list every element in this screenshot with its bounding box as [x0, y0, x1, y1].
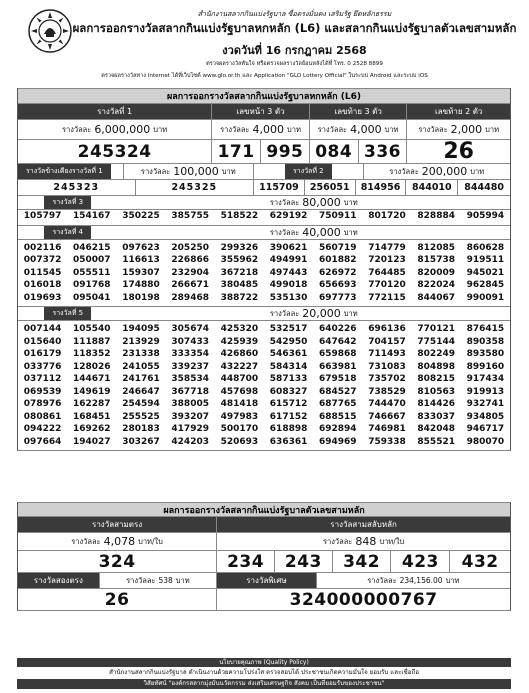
special-amount [317, 573, 510, 588]
amount-value: 4,078 [103, 535, 136, 548]
fifth-prize-number: 618898 [269, 424, 308, 434]
fifth-prize-number: 608327 [269, 386, 308, 397]
fifth-prize-number: 388005 [171, 399, 209, 409]
fourth-prize-number: 355962 [220, 255, 259, 266]
fifth-prize-number: 919913 [466, 386, 505, 397]
fourth-prize-number: 007372 [23, 255, 62, 266]
fourth-prize-number: 497443 [269, 267, 308, 278]
fifth-prize-number: 587133 [269, 374, 308, 384]
near-first-number: 245323 [18, 180, 136, 195]
fifth-prize-number: 481418 [220, 399, 259, 409]
fifth-prize-number: 802249 [417, 349, 455, 359]
fifth-prize-number: 417929 [171, 424, 209, 434]
swap3-amount [217, 533, 510, 550]
fifth-prize-header [18, 306, 510, 320]
amount-unit: บาท [485, 124, 500, 134]
near-second-numbers [18, 179, 510, 195]
fourth-prize-number: 091768 [73, 280, 111, 291]
special-number: 324000000767 [289, 589, 438, 610]
fifth-prize-number: 684527 [319, 386, 357, 397]
third-prize-number: 801720 [368, 211, 406, 221]
fourth-prize-number: 097623 [122, 242, 160, 253]
fifth-prize-number: 804898 [417, 361, 455, 372]
second-prize-number: 115709 [254, 180, 305, 195]
fifth-prize-number: 746667 [368, 411, 406, 422]
fifth-prize-number: 934805 [466, 411, 505, 422]
amount-unit: บาท [153, 124, 168, 134]
fourth-prize-number: 266671 [171, 280, 209, 291]
fifth-prize-number: 746981 [368, 424, 406, 434]
third-prize-number: 385755 [171, 211, 209, 221]
fifth-prize-number: 842048 [417, 424, 455, 434]
vision-statement: วิสัยทัศน์ "องค์กรสลากมุ่งมั่นนวัตกรรม ส่งเสริมเศรษฐกิจ สังคม เป็นที่ยอมรับของประชาชน" [17, 679, 511, 689]
fifth-prize-number: 814426 [417, 399, 455, 409]
third-prize-header [18, 195, 510, 209]
third-prize-number: 828884 [417, 211, 455, 221]
amount-prefix: รางวัลละ [269, 308, 300, 318]
fifth-prize-number: 169262 [73, 424, 111, 434]
amount-prefix: รางวัลละ [140, 166, 171, 176]
amount-prefix: รางวัลละ [61, 124, 92, 134]
fifth-prize-number: 426860 [220, 349, 259, 359]
fifth-prize-number: 808215 [417, 374, 455, 384]
fifth-prize-number: 876415 [466, 324, 505, 334]
fifth-prize-number: 659868 [319, 349, 357, 359]
fifth-prize-number: 731083 [368, 361, 406, 372]
fifth-prize-number: 194095 [122, 324, 160, 334]
fifth-prize-number: 584314 [269, 361, 308, 372]
third-tag-cell [18, 196, 118, 209]
fifth-prize-number: 425320 [220, 324, 259, 334]
fifth-prize-number: 617152 [269, 411, 308, 422]
fourth-prize-number: 019693 [23, 292, 62, 303]
fourth-prize-number: 601882 [319, 255, 357, 266]
front3-label: เลขหน้า 3 ตัว [212, 104, 310, 119]
fifth-prize-number: 105540 [73, 324, 111, 334]
fifth-prize-number: 500170 [220, 424, 259, 434]
third-prize-number: 629192 [269, 211, 308, 221]
fifth-prize-number: 280183 [122, 424, 160, 434]
amount-value: 200,000 [421, 165, 468, 178]
fourth-prize-number: 714779 [368, 242, 406, 253]
first-prize-number: 245324 [18, 140, 212, 163]
front3-amount [212, 120, 310, 139]
near-first-amount [124, 164, 254, 179]
fifth-prize-number: 932741 [466, 399, 505, 409]
fifth-prize-number: 007144 [23, 324, 62, 334]
fourth-prize-number: 016018 [23, 280, 62, 291]
three-digit-section-title: ผลการออกรางวัลสลากกินแบ่งรัฐบาลตัวเลขสามหลัก [163, 505, 365, 516]
fifth-prize-number: 833037 [417, 411, 455, 422]
amount-value: 234,156.00 [399, 576, 443, 585]
fifth-prize-number: 546361 [269, 349, 308, 359]
fifth-prize-number: 080861 [23, 411, 62, 422]
fourth-prize-number: 390621 [269, 242, 308, 253]
three-digit-header [18, 516, 510, 532]
quality-policy-title: นโยบายคุณภาพ (Quality Policy) [17, 658, 511, 667]
fourth-prize-number: 226866 [171, 255, 209, 266]
fourth-prize-number: 764485 [368, 267, 406, 278]
third-prize-label: รางวัลที่ 3 [44, 196, 91, 209]
back3-number: 084 [310, 140, 359, 163]
fifth-prize-number: 855521 [417, 436, 455, 447]
check-results-line: ตรวจผลรางวัลทันใจ หรือตรวจผลรางวัลย้อนหลังได้ที่ โทร. 0 2528 8899 [206, 61, 383, 67]
fifth-prize-number: 393207 [171, 411, 209, 422]
amount-value: 4,000 [350, 123, 382, 136]
fifth-prize-label: รางวัลที่ 5 [44, 307, 91, 320]
fifth-prize-number: 069539 [23, 386, 62, 397]
amount-value: 20,000 [302, 307, 341, 320]
footer [17, 658, 511, 689]
back3-number: 336 [359, 140, 408, 163]
near-first-number: 245325 [136, 180, 255, 195]
back2-amount [407, 120, 510, 139]
front3-number: 995 [261, 140, 310, 163]
fourth-tag-cell [18, 226, 118, 239]
fifth-prize-number: 770121 [417, 324, 455, 334]
amount-unit: บาท [470, 166, 485, 176]
first-prize-label: รางวัลที่ 1 [18, 104, 212, 119]
amount-prefix: รางวัลละ [367, 575, 397, 585]
fifth-prize-number: 168451 [73, 411, 111, 422]
fifth-prize-number: 636361 [269, 436, 308, 447]
third-prize-number: 350225 [122, 211, 160, 221]
fourth-prize-label: รางวัลที่ 4 [44, 226, 91, 239]
fifth-prize-number: 694969 [319, 436, 357, 447]
document-header [0, 0, 529, 84]
amount-value: 538 [158, 576, 173, 585]
fourth-prize-grid [18, 242, 510, 305]
fourth-prize-number: 844067 [417, 292, 455, 303]
fifth-prize-number: 810563 [417, 386, 455, 397]
internet-results-line: ตรวจผลรางวัลทาง Internet ได้ที่เว็บไซต์ www.glo.or.th และ Application "GLO Lottery Official" ในระบบ Android และระบบ iOS [101, 73, 428, 79]
fifth-prize-number: 497983 [220, 411, 259, 422]
amount-prefix: รางวัลละ [317, 124, 348, 134]
six-digit-section-title: ผลการออกรางวัลสลากกินแบ่งรัฐบาลหกหลัก (L6) [167, 92, 361, 102]
fifth-prize-number: 111887 [73, 336, 111, 347]
fifth-prize-number: 305674 [171, 324, 209, 334]
fourth-prize-number: 050007 [73, 255, 111, 266]
near-second-amounts [18, 163, 510, 179]
fifth-prize-number: 078976 [23, 399, 62, 409]
fourth-prize-number: 159307 [122, 267, 160, 278]
fourth-prize-number: 656693 [319, 280, 357, 291]
amount-unit: บาท [286, 124, 301, 134]
fourth-prize-number: 494991 [269, 255, 308, 266]
two-straight-number: 26 [18, 589, 217, 610]
fifth-prize-number: 647642 [319, 336, 357, 347]
fourth-prize-number: 046215 [73, 242, 111, 253]
amount-value: 848 [355, 535, 377, 548]
amount-prefix: รางวัลละ [418, 124, 448, 134]
amount-unit: บาท [343, 227, 358, 237]
back2-label: เลขท้าย 2 ตัว [435, 107, 483, 116]
third-prize-number: 750911 [319, 211, 357, 221]
swap3-number: 432 [461, 551, 499, 572]
fifth-prize-number: 893580 [466, 349, 505, 359]
fifth-prize-number: 679518 [319, 374, 357, 384]
top-prizes-numbers [18, 139, 510, 163]
fifth-prize-number: 704157 [368, 336, 406, 347]
fifth-prize-number: 890358 [466, 336, 505, 347]
second-prize-label: รางวัลที่ 2 [285, 164, 332, 179]
two-straight-label: รางวัลสองตรง [18, 573, 100, 588]
second-prize-number: 844480 [464, 182, 504, 193]
fourth-prize-number: 720123 [368, 255, 406, 266]
fourth-prize-header [18, 225, 510, 239]
fifth-prize-number: 520693 [220, 436, 259, 447]
third-prize-number: 105797 [23, 211, 62, 221]
fifth-prize-number: 194027 [73, 436, 111, 447]
special-label: รางวัลพิเศษ [217, 573, 317, 588]
fourth-prize-number: 990091 [466, 292, 505, 303]
amount-unit: บาท/ใบ [379, 536, 405, 546]
second-prize-number: 814956 [356, 180, 407, 195]
fifth-prize-number: 425939 [220, 336, 259, 347]
six-digit-section-title-bar [18, 88, 510, 103]
fifth-prize-number: 615712 [269, 399, 308, 409]
quality-policy-text: สำนักงานสลากกินแบ่งรัฐบาล ดำเนินงานด้วยความโปร่งใส ตรวจสอบได้ ประชาชนเกิดความมั่นใจ ยอมรับ และเชื่อถือ [109, 669, 419, 676]
fifth-prize-number: 980070 [466, 436, 505, 447]
amount-value: 4,000 [252, 123, 284, 136]
second-prize-number: 844010 [406, 180, 458, 195]
fourth-prize-number: 919511 [466, 255, 505, 266]
fifth-prize-number: 255525 [122, 411, 160, 422]
fifth-amount [118, 307, 510, 320]
fourth-prize-number: 815738 [417, 255, 455, 266]
amount-unit: บาท [445, 575, 460, 585]
fifth-prize-number: 692894 [319, 424, 357, 434]
fifth-prize-number: 358534 [171, 374, 209, 384]
swap3-label: รางวัลสามสลับหลัก [330, 520, 397, 529]
amount-unit: บาท [343, 197, 358, 207]
amount-prefix: รางวัลละ [220, 124, 250, 134]
fifth-prize-number: 532517 [269, 324, 308, 334]
fifth-prize-number: 696136 [368, 324, 406, 334]
three-digit-numbers [18, 550, 510, 572]
fifth-prize-number: 144671 [73, 374, 111, 384]
fourth-prize-number: 962845 [466, 280, 505, 291]
front3-number: 171 [212, 140, 261, 163]
back2-number: 26 [443, 140, 474, 163]
amount-value: 40,000 [302, 226, 341, 239]
fifth-prize-number: 213929 [122, 336, 160, 347]
page-title: ผลการออกรางวัลสลากกินแบ่งรัฐบาลหกหลัก (L6) และสลากกินแบ่งรัฐบาลตัวเลขสามหลัก [72, 21, 517, 35]
fourth-prize-number: 945021 [466, 267, 505, 278]
fifth-prize-number: 775144 [417, 336, 455, 347]
fourth-prize-number: 180198 [122, 292, 160, 303]
agency-motto: สำนักงานสลากกินแบ่งรัฐบาล ซื่อตรงมั่นคง เสริมรัฐ ยึดหลักธรรม [197, 10, 392, 18]
straight3-amount [18, 533, 217, 550]
third-prize-grid [18, 210, 510, 225]
swap3-number: 423 [391, 551, 450, 572]
fourth-prize-number: 822024 [417, 280, 455, 291]
second-prize-number: 256051 [305, 180, 356, 195]
fifth-prize-number: 307433 [171, 336, 209, 347]
amount-unit: บาท [343, 308, 358, 318]
fourth-prize-number: 770120 [368, 280, 406, 291]
fifth-tag-cell [18, 307, 118, 320]
fifth-prize-number: 688515 [319, 411, 357, 422]
three-digit-section-title-bar [18, 502, 510, 516]
fourth-prize-number: 820009 [417, 267, 455, 278]
fifth-prize-number: 149619 [73, 386, 111, 397]
fourth-prize-numbers [18, 239, 510, 306]
fifth-prize-number: 542950 [269, 336, 308, 347]
fifth-prize-number: 457698 [220, 386, 259, 397]
fourth-prize-number: 626972 [319, 267, 357, 278]
fifth-prize-number: 162287 [73, 399, 111, 409]
fifth-prize-number: 339237 [171, 361, 209, 372]
fifth-prize-number: 094222 [23, 424, 62, 434]
amount-value: 2,000 [450, 123, 483, 136]
amount-unit: บาท/ใบ [138, 536, 163, 546]
fifth-prize-number: 015640 [23, 336, 62, 347]
fifth-prize-number: 640226 [319, 324, 357, 334]
fourth-prize-number: 560719 [319, 242, 357, 253]
third-prize-number: 154167 [73, 211, 111, 221]
fifth-prize-number: 333354 [171, 349, 209, 359]
fourth-prize-number: 388722 [220, 292, 259, 303]
fifth-prize-number: 735702 [368, 374, 406, 384]
straight3-number: 324 [18, 551, 217, 572]
fifth-prize-number: 254594 [122, 399, 160, 409]
fifth-prize-number: 687765 [319, 399, 357, 409]
three-digit-results [17, 502, 511, 611]
fourth-prize-number: 499018 [269, 280, 308, 291]
fifth-prize-number: 016179 [23, 349, 62, 359]
fifth-prize-number: 241761 [122, 374, 160, 384]
amount-value: 6,000,000 [94, 123, 151, 136]
fifth-prize-number: 097664 [23, 436, 62, 447]
amount-prefix: รางวัลละ [322, 536, 353, 546]
swap3-number: 243 [275, 551, 333, 572]
fourth-prize-number: 367218 [220, 267, 259, 278]
fifth-prize-number: 128026 [73, 361, 111, 372]
third-amount [118, 196, 510, 209]
fifth-prize-number: 711493 [368, 349, 406, 359]
fifth-prize-numbers [18, 320, 510, 450]
straight3-label: รางวัลสามตรง [18, 517, 217, 532]
fourth-prize-number: 299326 [220, 242, 259, 253]
back3-amount [310, 120, 408, 139]
fourth-prize-number: 697773 [319, 292, 357, 303]
top-prizes-amounts [18, 119, 510, 139]
fourth-prize-number: 232904 [171, 267, 209, 278]
fourth-prize-number: 535130 [269, 292, 308, 303]
fifth-prize-number: 246647 [122, 386, 160, 397]
fourth-prize-number: 205250 [171, 242, 209, 253]
fifth-prize-number: 303267 [122, 436, 160, 447]
fifth-prize-number: 231338 [122, 349, 160, 359]
fourth-prize-number: 380485 [220, 280, 259, 291]
fifth-prize-number: 946717 [466, 424, 505, 434]
fifth-prize-number: 738529 [368, 386, 406, 397]
glo-emblem-icon [27, 8, 73, 54]
amount-prefix: รางวัลละ [71, 536, 101, 546]
fourth-prize-number: 860628 [466, 242, 505, 253]
fifth-prize-number: 448700 [220, 374, 259, 384]
third-prize-numbers [18, 209, 510, 225]
fourth-prize-number: 174880 [122, 280, 160, 291]
fourth-prize-number: 055511 [73, 267, 111, 278]
fourth-prize-number: 289468 [171, 292, 209, 303]
fourth-prize-number: 002116 [23, 242, 62, 253]
amount-prefix: รางวัลละ [269, 197, 300, 207]
amount-unit: บาท [384, 124, 399, 134]
fourth-prize-number: 095041 [73, 292, 111, 303]
amount-value: 80,000 [302, 196, 341, 209]
second-amount [364, 164, 510, 179]
amount-value: 100,000 [173, 165, 219, 178]
third-prize-number: 905994 [466, 211, 505, 221]
fifth-prize-number: 367718 [171, 386, 209, 397]
third-prize-number: 518522 [220, 211, 259, 221]
swap3-number: 234 [217, 551, 275, 572]
fifth-prize-number: 917434 [466, 374, 505, 384]
fourth-amount [118, 226, 510, 239]
fifth-prize-number: 663981 [319, 361, 357, 372]
top-prizes-header [18, 103, 510, 119]
amount-prefix: รางวัลละ [389, 166, 419, 176]
fifth-prize-number: 037112 [23, 374, 62, 384]
fifth-prize-number: 744470 [368, 399, 406, 409]
fourth-prize-number: 116613 [122, 255, 160, 266]
fourth-prize-number: 011545 [23, 267, 62, 278]
draw-date: งวดวันที่ 16 กรกฎาคม 2568 [222, 44, 367, 57]
amount-prefix: รางวัลละ [269, 227, 300, 237]
swap3-number: 342 [333, 551, 392, 572]
fifth-prize-number: 241055 [122, 361, 160, 372]
near-first-tag-cell [18, 164, 124, 179]
two-special-header [18, 572, 510, 588]
fifth-prize-number: 033776 [23, 361, 62, 372]
two-special-numbers [18, 588, 510, 610]
fourth-prize-number: 812085 [417, 242, 455, 253]
fifth-prize-number: 424203 [171, 436, 209, 447]
fifth-prize-grid [18, 323, 510, 448]
fifth-prize-number: 432227 [220, 361, 259, 372]
amount-unit: บาท [175, 575, 190, 585]
fourth-prize-number: 772115 [368, 292, 406, 303]
three-digit-amounts [18, 532, 510, 550]
amount-prefix: รางวัลละ [126, 575, 156, 585]
amount-unit: บาท [221, 166, 236, 176]
second-tag-cell [254, 164, 364, 179]
fifth-prize-number: 759338 [368, 436, 406, 447]
six-digit-results [17, 88, 511, 451]
first-prize-amount [18, 120, 212, 139]
near-first-label: รางวัลข้างเคียงรางวัลที่ 1 [18, 164, 111, 179]
back3-label: เลขท้าย 3 ตัว [310, 104, 408, 119]
fifth-prize-number: 118352 [73, 349, 111, 359]
fifth-prize-number: 899160 [466, 361, 505, 372]
two-straight-amount [100, 573, 218, 588]
